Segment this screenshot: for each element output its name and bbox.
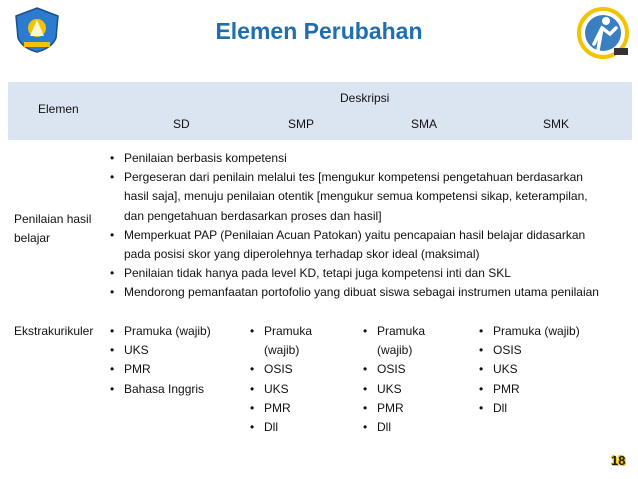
ekstra-smk-list	[477, 322, 607, 418]
list-item: • Pramuka (wajib)	[477, 322, 607, 341]
header-smk: SMK	[543, 117, 570, 131]
ekstra-sd-list	[108, 322, 238, 399]
list-item: • PMR	[477, 380, 607, 399]
list-item: • PMR	[248, 399, 334, 418]
header-elemen: Elemen	[38, 102, 79, 116]
list-item: • PMR	[361, 399, 447, 418]
penilaian-bullet-list	[108, 149, 603, 303]
list-item: • UKS	[477, 360, 607, 379]
list-item: • Dll	[477, 399, 607, 418]
list-item: • Bahasa Inggris	[108, 380, 238, 399]
list-item: • OSIS	[248, 360, 334, 379]
list-item: • Memperkuat PAP (Penilaian Acuan Patokan) yaitu pencapaian hasil belajar didasarkan pada posisi skor yang diperolehnya terhadap skor ideal (maksimal)	[108, 226, 603, 264]
list-item: • Pramuka (wajib)	[108, 322, 238, 341]
row-label-ekstrakurikuler: Ekstrakurikuler	[14, 324, 94, 338]
page-number: 18	[611, 453, 626, 468]
header-sma: SMA	[411, 117, 438, 131]
list-item: • Dll	[248, 418, 334, 437]
list-item: • Pergeseran dari penilain melalui tes [mengukur kompetensi pengetahuan berdasarkan hasil saja], menuju penilaian otentik [mengukur semua kompetensi sikap, keterampilan, dan pengetahuan berdasarkan proses dan hasil]	[108, 168, 603, 226]
list-item: • UKS	[361, 380, 447, 399]
header-smp: SMP	[288, 117, 315, 131]
list-item: • PMR	[108, 360, 238, 379]
list-item: • Penilaian berbasis kompetensi	[108, 149, 603, 168]
list-item: • OSIS	[477, 341, 607, 360]
slide-title: Elemen Perubahan	[215, 18, 423, 44]
ekstra-smp-list	[248, 322, 334, 437]
list-item: • Mendorong pemanfaatan portofolio yang dibuat siswa sebagai instrumen utama penilaian	[108, 283, 603, 302]
list-item: • Dll	[361, 418, 447, 437]
header-deskripsi: Deskripsi	[340, 91, 390, 105]
list-item: • UKS	[108, 341, 238, 360]
row-label-penilaian: Penilaian hasil belajar	[14, 212, 92, 245]
list-item: • UKS	[248, 380, 334, 399]
list-item: • Pramuka (wajib)	[361, 322, 447, 360]
list-item: • Penilaian tidak hanya pada level KD, tetapi juga kompetensi inti dan SKL	[108, 264, 603, 283]
list-item: • Pramuka (wajib)	[248, 322, 334, 360]
table-header	[8, 82, 632, 140]
list-item: • OSIS	[361, 360, 447, 379]
ekstra-sma-list	[361, 322, 447, 437]
header-sd: SD	[173, 117, 190, 131]
